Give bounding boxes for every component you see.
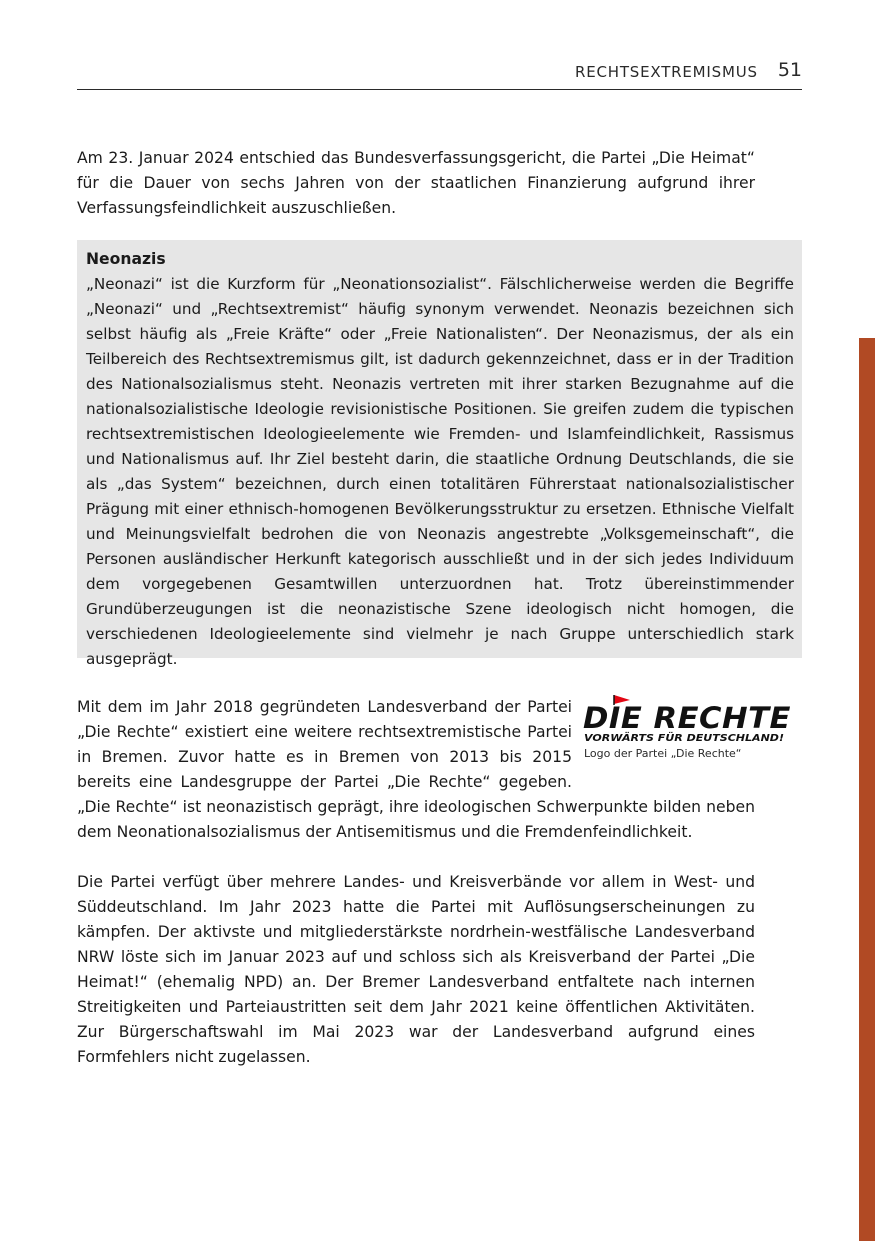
infobox-body: „Neonazi“ ist die Kurzform für „Neonationsozialist“. Fälschlicherweise werden die Begriffe „Neonazi“ und „Rechtsextremist“ häufig synonym verwendet. Neonazis bezeichnen sich selbst häufig als „Freie Kräfte“ oder „Freie Nationalisten“. Der Neonazismus, der als ein Teilbereich des Rechtsextremismus gilt, ist dadurch gekennzeichnet, dass er in der Tradition des Nationalsozialismus steht. Neonazis vertreten mit ihrer starken Bezugnahme auf die nationalsozialistische Ideologie revisionistische Positionen. Sie greifen zudem die typischen rechtsextremistischen Ideologieelemente wie Fremden- und Islamfeindlichkeit, Rassismus und Nationalismus auf. Ihr Ziel besteht darin, die staatliche Ordnung Deutschlands, die sie als „das System“ bezeichnen, durch einen totalitären Führerstaat nationalsozialistischer Prägung mit einer ethnisch-homogenen Bevölkerungsstruktur zu ersetzen. Ethnische Vielfalt und Meinungsvielfalt bedrohen die von Neonazis angestrebte „Volksgemeinschaft“, die Personen ausländischer Herkunft kategorisch ausschließt und in der sich jedes Individuum dem vorgegebenen Gesamtwillen unterzuordnen hat. Trotz übereinstimmender Grundüberzeugungen ist die neonazistische Szene ideologisch nicht homogen, die verschiedenen Ideologieelemente sind vielmehr je nach Gruppe unterschiedlich stark ausgeprägt. xyxy=(86,275,794,668)
die-rechte-paragraph: Mit dem im Jahr 2018 gegründeten Landesverband der Partei „Die Rechte“ existiert eine weitere rechtsextremistische Partei in Bremen. Zuvor hatte es in Bremen von 2013 bis 2015 bereits eine Landesgruppe der Partei „Die Rechte“ gegeben. „Die Rechte“ ist neonazistisch geprägt, ihre ideologischen Schwerpunkte bilden neben dem Neonationalsozialismus der Antisemitismus und die Fremdenfeindlichkeit. xyxy=(77,698,755,841)
intro-paragraph: Am 23. Januar 2024 entschied das Bundesverfassungsgericht, die Partei „Die Heimat“ für die Dauer von sechs Jahren von der staatlichen Finanzierung aufgrund ihrer Verfassungsfeindlichkeit auszuschließen. xyxy=(77,149,755,217)
die-rechte-logo-figure xyxy=(582,695,802,773)
die-rechte-logo xyxy=(582,695,794,743)
verbaende-paragraph: Die Partei verfügt über mehrere Landes- und Kreisverbände vor allem in West- und Süddeutschland. Im Jahr 2023 hatte die Partei mit Auflösungserscheinungen zu kämpfen. Der aktivste und mitgliederstärkste nordrhein-westfälische Landesverband NRW löste sich im Januar 2023 auf und schloss sich als Kreisverband der Partei „Die Heimat!“ (ehemalig NPD) an. Der Bremer Landesverband entfaltete nach internen Streitigkeiten und Parteiaustritten seit dem Jahr 2021 keine öffentlichen Aktivitäten. Zur Bürgerschaftswahl im Mai 2023 war der Landesverband aufgrund eines Formfehlers nicht zugelassen. xyxy=(77,873,755,1066)
infobox-title: Neonazis xyxy=(86,250,166,268)
running-title: RECHTSEXTREMISMUS xyxy=(574,63,758,81)
logo-slogan: VORWÄRTS FÜR DEUTSCHLAND! xyxy=(584,733,766,743)
accent-side-bar xyxy=(859,338,875,1241)
logo-caption: Logo der Partei „Die Rechte“ xyxy=(584,747,742,760)
neonazis-infobox xyxy=(77,240,802,668)
page-header xyxy=(77,58,802,90)
page-number: 51 xyxy=(777,59,802,81)
logo-wordmark: DIE RECHTE xyxy=(583,701,791,735)
die-rechte-section xyxy=(77,695,791,845)
